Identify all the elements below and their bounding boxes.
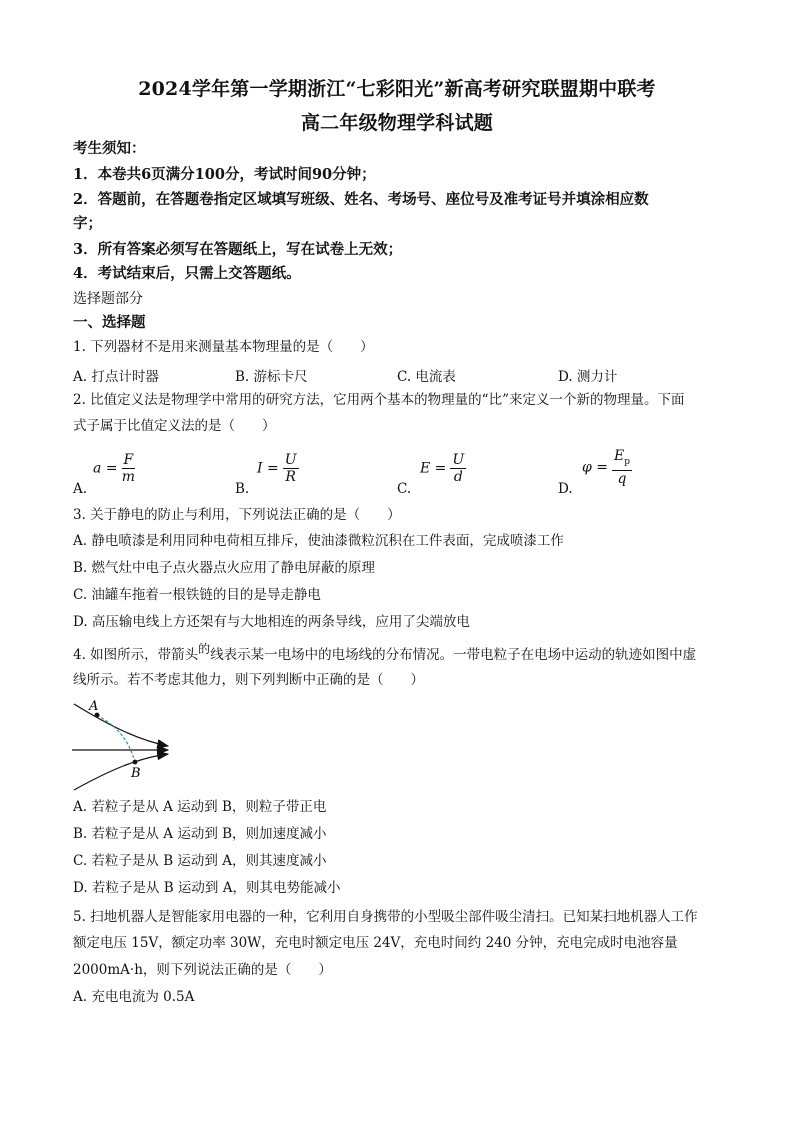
q2-formula-b-lhs: I =: [257, 460, 279, 477]
q2-formula-c: [420, 452, 466, 485]
q5-stem-2: 额定电压 15V，额定功率 30W，充电时额定电压 24V，充电时间约 240 分钟，充电完成时电池容量: [73, 935, 678, 951]
q2-formula-d-lhs: φ =: [582, 459, 608, 476]
notice-item-2: 2．答题前，在答题卷指定区域填写班级、姓名、考场号、座位号及准考证号并填涂相应数: [73, 191, 649, 208]
q2-stem-1: 2. 比值定义法是物理学中常用的研究方法，它用两个基本的物理量的“比”来定义一个新的物理量。下面: [73, 392, 685, 408]
q4-option-a: A. 若粒子是从 A 运动到 B，则粒子带正电: [73, 799, 327, 815]
q4-field-figure: [70, 698, 180, 794]
q2-formula-c-lhs: E =: [420, 460, 447, 477]
q4-stem-2: 线所示。若不考虑其他力，则下列判断中正确的是（ ）: [73, 672, 424, 688]
q2-formula-b: [257, 452, 299, 485]
q2-formula-a-lhs: a =: [93, 460, 118, 477]
notice-item-4: 4．考试结束后，只需上交答题纸。: [73, 265, 301, 282]
q4-stem-1: [73, 642, 733, 664]
q1-option-d: D. 测力计: [558, 369, 618, 385]
section-heading: 一、选择题: [73, 314, 146, 331]
notice-item-1: 1．本卷共6页满分100分，考试时间90分钟；: [73, 166, 376, 183]
q2-formula-b-num: U: [284, 452, 297, 468]
q3-option-b: B. 燃气灶中电子点火器点火应用了静电屏蔽的原理: [73, 560, 376, 576]
q2-formula-d-den: q: [617, 470, 627, 487]
notice-item-3: 3．所有答案必须写在答题纸上，写在试卷上无效；: [73, 241, 403, 258]
q3-option-d: D. 高压输电线上方还架有与大地相连的两条导线，应用了尖端放电: [73, 614, 470, 630]
q5-option-a: A. 充电电流为 0.5A: [73, 989, 195, 1005]
q1-option-b: B. 游标卡尺: [235, 369, 308, 385]
q1-option-a: A. 打点计时器: [73, 369, 159, 385]
q2-formula-c-den: d: [453, 469, 463, 485]
particle-trajectory: [97, 715, 135, 762]
q1-stem: 1. 下列器材不是用来测量基本物理量的是（ ）: [73, 339, 374, 355]
q4-option-d: D. 若粒子是从 B 运动到 A，则其电势能减小: [73, 880, 341, 896]
exam-subtitle: 高二年级物理学科试题: [300, 112, 493, 134]
q2-formula-b-den: R: [285, 469, 296, 485]
point-b-dot: [133, 760, 138, 765]
exam-title: 2024学年第一学期浙江“七彩阳光”新高考研究联盟期中联考: [138, 78, 656, 100]
q2-label-d: D.: [558, 481, 573, 497]
q4-stem-1b: 线表示某一电场中的电场线的分布情况。一带电粒子在电场中运动的轨迹如图中虚: [210, 647, 697, 663]
notice-item-2-cont: 字；: [73, 215, 102, 232]
q2-label-c: C.: [397, 481, 412, 497]
q3-stem: 3. 关于静电的防止与利用，下列说法正确的是（ ）: [73, 507, 401, 523]
q2-label-a: A.: [73, 481, 88, 497]
q2-formula-a-num: F: [123, 452, 134, 468]
q5-stem-3: 2000mA·h，则下列说法正确的是（ ）: [73, 962, 332, 978]
q2-formula-a: [93, 452, 135, 485]
q3-option-a: A. 静电喷漆是利用同种电荷相互排斥，使油漆微粒沉积在工件表面，完成喷漆工作: [73, 533, 564, 549]
field-line-lower: [74, 754, 168, 790]
section-part: 选择题部分: [73, 291, 143, 307]
q4-option-c: C. 若粒子是从 B 运动到 A，则其速度减小: [73, 853, 327, 869]
q2-stem-2: 式子属于比值定义法的是（ ）: [73, 418, 276, 434]
q4-option-b: B. 若粒子是从 A 运动到 B，则加速度减小: [73, 826, 327, 842]
notice-heading: 考生须知：: [73, 140, 146, 157]
q4-stem-1-sup: 的: [198, 642, 211, 656]
q2-formula-a-den: m: [121, 469, 136, 485]
q5-stem-1: 5. 扫地机器人是智能家用电器的一种，它利用自身携带的小型吸尘部件吸尘清扫。已知某扫地机器人工作: [73, 909, 698, 925]
q2-formula-d-num-sub: p: [624, 456, 630, 467]
q2-formula-d: [582, 448, 632, 487]
q4-stem-1a: 4. 如图所示，带箭头: [73, 647, 199, 663]
q2-label-b: B.: [235, 481, 250, 497]
point-a-label: A: [89, 699, 99, 714]
q3-option-c: C. 油罐车拖着一根铁链的目的是导走静电: [73, 587, 321, 603]
q2-formula-d-num: E: [613, 448, 625, 464]
q2-formula-c-num: U: [452, 452, 465, 468]
q1-option-c: C. 电流表: [397, 369, 456, 385]
point-b-label: B: [131, 766, 141, 781]
